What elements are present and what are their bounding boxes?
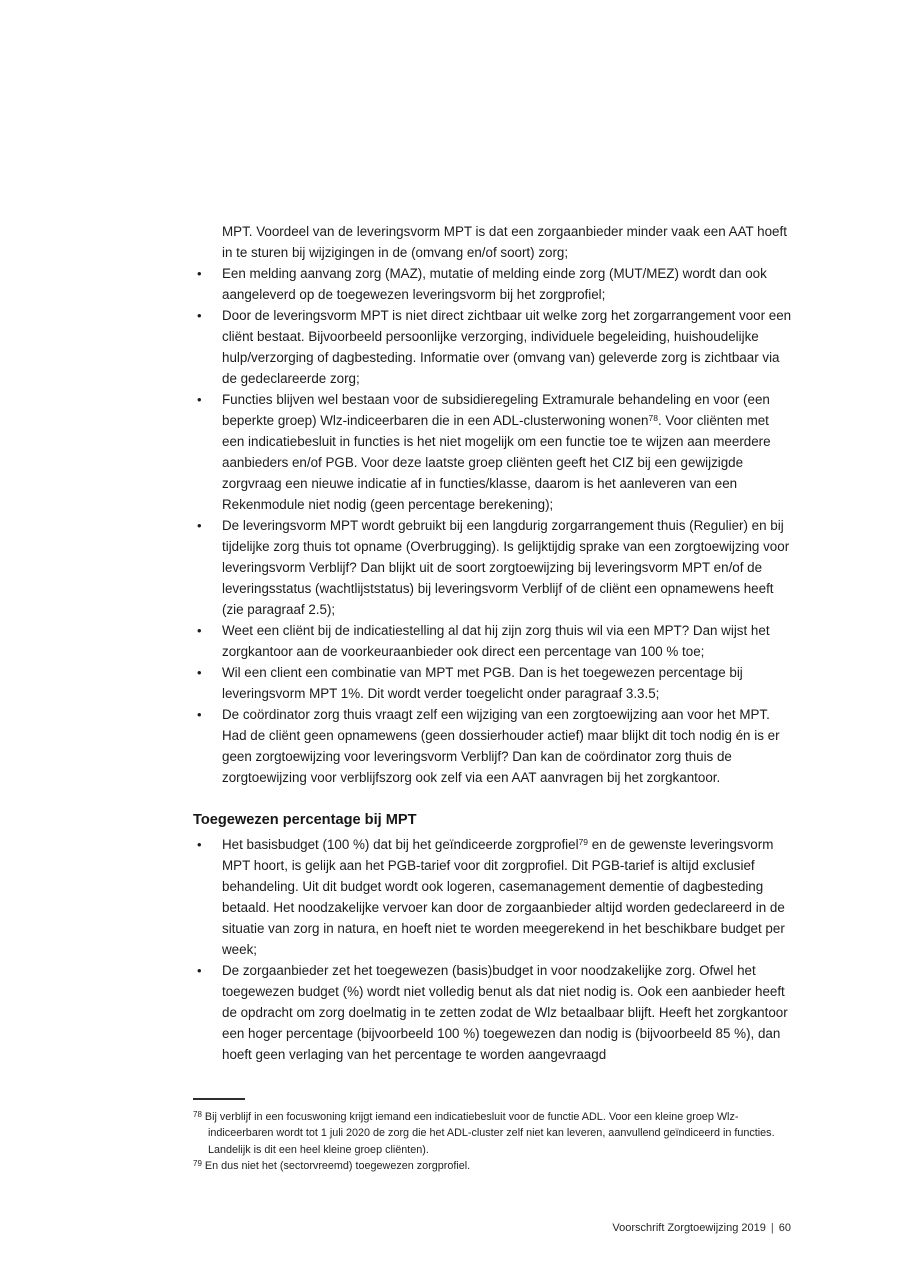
footnote-item: $^{78}$ Bij verblijf in een focuswoning krijgt iemand een indicatiebesluit voor de functie ADL. Voor een kleine groep Wlz-indiceerbaren wordt tot 1 juli 2020 de zorg die het ADL-cluster zelf niet kan leveren, aanvullend geïndiceerd in functies. Landelijk is dit een heel kleine groep cliënten). <box>193 1110 775 1156</box>
page-content <box>193 221 793 1065</box>
footnote-reference: 79 <box>193 1159 202 1169</box>
footer-page-number: 60 <box>778 1222 791 1234</box>
footnote-reference: 78 <box>648 413 658 423</box>
footer-separator: | <box>770 1222 774 1234</box>
footnote-reference: 79 <box>578 837 589 847</box>
bullet-item: • De coördinator zorg thuis vraagt zelf een wijziging van een zorgtoewijzing aan voor het MPT. Had de cliënt geen opnamewens (geen dossierhouder actief) maar blijkt dit toch nodig én is er geen zorgtoewijzing voor leveringsvorm Verblijf? Dan kan de coördinator zorg thuis de zorgtoewijzing voor verblijfszorg ook zelf via een AAT aanvragen bij het zorgkantoor. <box>193 704 793 788</box>
footnote-reference: 78 <box>193 1110 202 1119</box>
bullet-item: • Wil een client een combinatie van MPT met PGB. Dan is het toegewezen percentage bij leveringsvorm MPT 1%. Dit wordt verder toegelicht onder paragraaf 3.3.5; <box>193 662 793 704</box>
bullet-list-mpt <box>193 263 793 788</box>
bullet-item: • Weet een cliënt bij de indicatiestelling al dat hij zijn zorg thuis wil via een MPT? Dan wijst het zorgkantoor aan de voorkeuraanbieder ook direct een percentage van 100 % toe; <box>193 620 793 662</box>
page-footer <box>193 1222 791 1234</box>
footer-document-title: Voorschrift Zorgtoewijzing 2019 <box>612 1222 766 1234</box>
bullet-item: • De zorgaanbieder zet het toegewezen (basis)budget in voor noodzakelijke zorg. Ofwel het toegewezen budget (%) wordt niet volledig benut als dat niet nodig is. Ook een aanbieder heeft de opdracht om zorg doelmatig in te zetten zodat de Wlz betaalbaar blijft. Heeft het zorgkantoor een hoger percentage (bijvoorbeeld 100 %) toegewezen dan nodig is (bijvoorbeeld 85 %), dan hoeft geen verlaging van het percentage te worden aangevraagd <box>193 960 793 1065</box>
bullet-item: • Het basisbudget (100 %) dat bij het geïndiceerde zorgprofiel$^{79}$ en de gewenste leveringsvorm MPT hoort, is gelijk aan het PGB-tarief voor dit zorgprofiel. Dit PGB-tarief is altijd exclusief behandeling. Uit dit budget wordt ook logeren, casemanagement dementie of dagbesteding betaald. Het noodzakelijke vervoer kan door de zorgaanbieder altijd worden gedeclareerd in de situatie van zorg in natura, en hoeft niet te worden meegerekend in het beschikbare budget per week; <box>193 834 793 960</box>
bullet-list-percentage <box>193 834 793 1065</box>
bullet-item: • Functies blijven wel bestaan voor de subsidieregeling Extramurale behandeling en voor (een beperkte groep) Wlz-indiceerbaren die in een ADL-clusterwoning wonen$^{78}$. Voor cliënten met een indicatiebesluit in functies is het niet mogelijk om een functie toe te wijzen aan meerdere aanbieders en/of PGB. Voor deze laatste groep cliënten geeft het CIZ bij een gewijzigde zorgvraag een nieuwe indicatie af in functies/klasse, daarom is het aanleveren van een Rekenmodule niet nodig (geen percentage berekening); <box>193 389 793 515</box>
footnote-separator <box>193 1098 245 1100</box>
bullet-item: • Een melding aanvang zorg (MAZ), mutatie of melding einde zorg (MUT/MEZ) wordt dan ook aangeleverd op de toegewezen leveringsvorm bij het zorgprofiel; <box>193 263 793 305</box>
bullet-item: • De leveringsvorm MPT wordt gebruikt bij een langdurig zorgarrangement thuis (Regulier) en bij tijdelijke zorg thuis tot opname (Overbrugging). Is gelijktijdig sprake van een zorgtoewijzing voor leveringsvorm Verblijf? Dan blijkt uit de soort zorgtoewijzing bij leveringsvorm MPT en/of de leveringsstatus (wachtlijststatus) bij leveringsvorm Verblijf of de cliënt een opnamewens heeft (zie paragraaf 2.5); <box>193 515 793 620</box>
footnotes-section <box>193 1098 799 1175</box>
footnote-list <box>193 1109 799 1175</box>
paragraph-continuation: MPT. Voordeel van de leveringsvorm MPT is dat een zorgaanbieder minder vaak een AAT hoeft in te sturen bij wijzigingen in de (omvang en/of soort) zorg; <box>222 224 787 260</box>
footnote-item: $^{79}$ En dus niet het (sectorvreemd) toegewezen zorgprofiel. <box>193 1159 471 1173</box>
bullet-item: • Door de leveringsvorm MPT is niet direct zichtbaar uit welke zorg het zorgarrangement voor een cliënt bestaat. Bijvoorbeeld persoonlijke verzorging, individuele begeleiding, huishoudelijke hulp/verzorging of dagbesteding. Informatie over (omvang van) geleverde zorg is zichtbaar via de gedeclareerde zorg; <box>193 305 793 389</box>
section-heading: Toegewezen percentage bij MPT <box>193 812 417 828</box>
